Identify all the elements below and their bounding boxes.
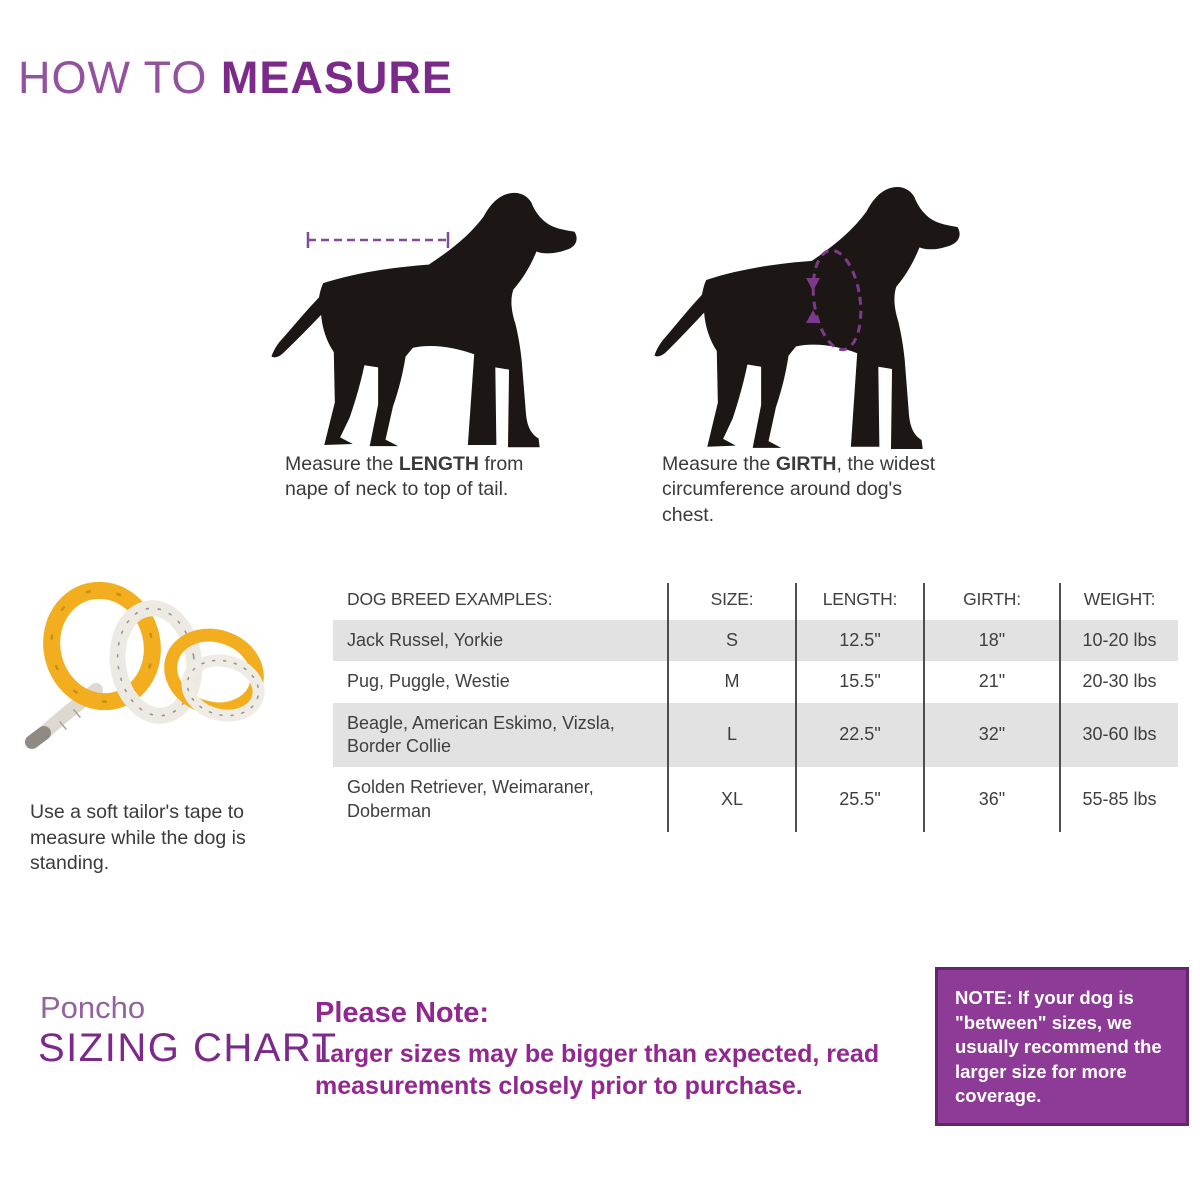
girth-cell: 36" xyxy=(924,767,1060,832)
girth-measure-figure xyxy=(645,182,967,458)
girth-caption-pre: Measure the xyxy=(662,453,776,475)
size-cell: S xyxy=(668,620,796,661)
chart-title: SIZING CHART xyxy=(38,1026,338,1070)
length-measure-line xyxy=(262,188,584,456)
tape-caption: Use a soft tailor's tape to measure while the dog is standing. xyxy=(30,801,246,875)
girth-caption-bold: GIRTH xyxy=(775,453,837,475)
header-length: LENGTH: xyxy=(796,583,924,620)
length-measure-figure xyxy=(262,188,584,456)
product-name: Poncho xyxy=(40,990,146,1025)
table-row xyxy=(333,767,1178,832)
header-weight: WEIGHT: xyxy=(1060,583,1178,620)
girth-cell: 21" xyxy=(924,661,1060,702)
page-title-bold: MEASURE xyxy=(220,52,453,103)
length-caption-pre: Measure the xyxy=(285,453,399,475)
length-caption-bold: LENGTH xyxy=(398,453,479,475)
breed-cell: Pug, Puggle, Westie xyxy=(347,671,510,692)
table-header-row xyxy=(333,583,1178,620)
please-note-heading: Please Note: xyxy=(315,997,490,1029)
note-callout-box xyxy=(935,967,1189,1126)
please-note-body: Larger sizes may be bigger than expected, read measurements closely prior to purchase. xyxy=(315,1040,880,1100)
length-caption-post: from nape of neck to top of tail. xyxy=(285,453,524,501)
girth-caption xyxy=(662,452,950,528)
length-caption xyxy=(285,452,543,503)
girth-cell: 18" xyxy=(924,620,1060,661)
weight-cell: 55-85 lbs xyxy=(1060,767,1178,832)
header-size: SIZE: xyxy=(668,583,796,620)
table-row xyxy=(333,661,1178,702)
header-breed: DOG BREED EXAMPLES: xyxy=(347,589,553,609)
weight-cell: 20-30 lbs xyxy=(1060,661,1178,702)
sizing-table xyxy=(333,583,1178,832)
length-cell: 12.5" xyxy=(796,620,924,661)
girth-measure-ellipse xyxy=(645,182,967,458)
tape-measure-illustration xyxy=(18,572,286,772)
page-title-light: HOW TO xyxy=(18,52,221,103)
size-cell: L xyxy=(668,703,796,768)
header-girth: GIRTH: xyxy=(924,583,1060,620)
breed-cell: Jack Russel, Yorkie xyxy=(333,620,668,661)
size-cell: M xyxy=(668,661,796,702)
length-cell: 15.5" xyxy=(796,661,924,702)
weight-cell: 30-60 lbs xyxy=(1060,703,1178,768)
length-cell: 22.5" xyxy=(796,703,924,768)
breed-cell: Beagle, American Eskimo, Vizsla, Border Collie xyxy=(333,703,668,768)
girth-caption-post: , the widest circumference around dog's chest. xyxy=(662,453,936,526)
girth-cell: 32" xyxy=(924,703,1060,768)
weight-cell: 10-20 lbs xyxy=(1060,620,1178,661)
table-row xyxy=(333,620,1178,661)
note-callout-text: NOTE: If your dog is "between" sizes, we usually recommend the larger size for more coverage. xyxy=(955,987,1162,1107)
length-cell: 25.5" xyxy=(796,767,924,832)
page-title xyxy=(18,52,453,104)
table-row xyxy=(333,703,1178,768)
breed-cell: Golden Retriever, Weimaraner, Doberman xyxy=(347,777,594,821)
size-cell: XL xyxy=(668,767,796,832)
